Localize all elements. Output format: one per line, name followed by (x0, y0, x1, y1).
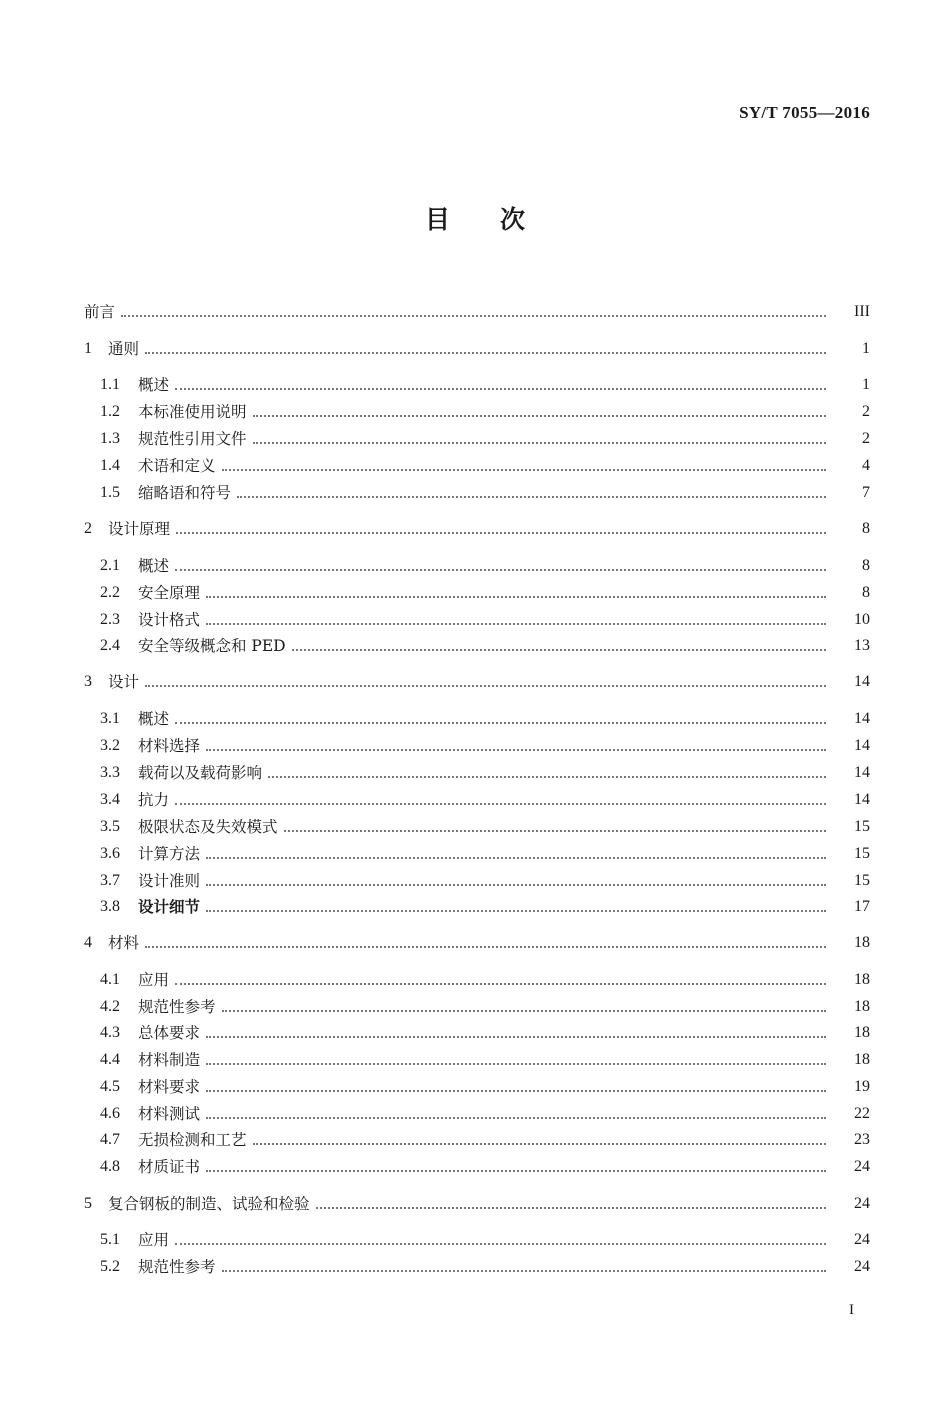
toc-entry-page: III (854, 303, 870, 320)
toc-chapter-entry[interactable] (0, 515, 950, 539)
toc-entry-title: 设计 (108, 673, 140, 691)
toc-entry-title: 概述 (138, 376, 170, 394)
toc-entry-title: 计算方法 (138, 845, 201, 863)
toc-entry-title: 复合钢板的制造、试验和检验 (108, 1195, 310, 1213)
toc-entry-number: 2.1 (100, 557, 120, 574)
toc-entry-title: 本标准使用说明 (138, 403, 247, 421)
toc-entry-title: 极限状态及失效模式 (138, 818, 278, 836)
toc-chapter-entry[interactable] (0, 929, 950, 953)
toc-leader-dots (206, 1063, 826, 1065)
toc-leader-dots (206, 1117, 826, 1119)
toc-entry-number: 1.2 (100, 403, 120, 420)
toc-section-entry[interactable] (0, 840, 950, 864)
toc-leader-dots (222, 1270, 826, 1272)
toc-entry-number: 2.2 (100, 584, 120, 601)
toc-section-entry[interactable] (0, 732, 950, 756)
toc-section-entry[interactable] (0, 1046, 950, 1070)
toc-section-entry[interactable] (0, 479, 950, 503)
toc-section-entry[interactable] (0, 759, 950, 783)
toc-section-entry[interactable] (0, 552, 950, 576)
toc-leader-dots (206, 749, 826, 751)
toc-entry-number: 3.1 (100, 710, 120, 727)
toc-entry-title: 材料选择 (138, 737, 201, 755)
toc-entry-title: 应用 (138, 971, 170, 989)
toc-chapter-entry[interactable] (0, 298, 950, 322)
toc-section-entry[interactable] (0, 993, 950, 1017)
toc-section-entry[interactable] (0, 1100, 950, 1124)
toc-section-entry[interactable] (0, 579, 950, 603)
toc-entry-page: 1 (862, 340, 870, 357)
toc-entry-number: 3.2 (100, 737, 120, 754)
toc-leader-dots (206, 1170, 826, 1172)
toc-entry-page: 2 (862, 403, 870, 420)
toc-entry-page: 17 (854, 898, 870, 915)
toc-leader-dots (253, 1143, 826, 1145)
toc-entry-title: 概述 (138, 710, 170, 728)
toc-entry-page: 19 (854, 1078, 870, 1095)
standard-code: SY/T 7055—2016 (739, 103, 870, 122)
toc-entry-title: 材料要求 (138, 1078, 201, 1096)
toc-section-entry[interactable] (0, 632, 950, 656)
toc-entry-number: 4 (84, 934, 92, 951)
toc-entry-page: 7 (862, 484, 870, 501)
toc-leader-dots (175, 722, 826, 724)
toc-entry-title: 总体要求 (138, 1024, 201, 1042)
toc-section-entry[interactable] (0, 1126, 950, 1150)
toc-leader-dots (206, 596, 826, 598)
toc-entry-title: 规范性参考 (138, 1258, 216, 1276)
toc-section-entry[interactable] (0, 452, 950, 476)
toc-entry-title: 设计格式 (138, 611, 201, 629)
toc-entry-page: 15 (854, 872, 870, 889)
toc-leader-dots (253, 415, 826, 417)
toc-section-entry[interactable] (0, 1226, 950, 1250)
toc-entry-number: 1.1 (100, 376, 120, 393)
toc-entry-title: 材料制造 (138, 1051, 201, 1069)
toc-leader-dots (253, 442, 826, 444)
toc-entry-number: 3.3 (100, 764, 120, 781)
toc-leader-dots (206, 884, 826, 886)
toc-entry-number: 2 (84, 520, 92, 537)
toc-entry-page: 24 (854, 1231, 870, 1248)
toc-entry-number: 1 (84, 340, 92, 357)
toc-entry-title: 设计准则 (138, 872, 201, 890)
toc-entry-title: 材质证书 (138, 1158, 201, 1176)
toc-leader-dots (222, 1010, 826, 1012)
toc-section-entry[interactable] (0, 1019, 950, 1043)
toc-chapter-entry[interactable] (0, 668, 950, 692)
toc-leader-dots (206, 1036, 826, 1038)
toc-entry-title: 应用 (138, 1231, 170, 1249)
toc-entry-page: 22 (854, 1105, 870, 1122)
toc-entry-number: 5.1 (100, 1231, 120, 1248)
toc-entry-page: 10 (854, 611, 870, 628)
toc-section-entry[interactable] (0, 425, 950, 449)
toc-entry-title: 设计原理 (108, 520, 171, 538)
toc-entry-number: 5 (84, 1195, 92, 1212)
toc-entry-title: 缩略语和符号 (138, 484, 232, 502)
toc-section-entry[interactable] (0, 786, 950, 810)
toc-entry-page: 18 (854, 934, 870, 951)
toc-entry-number: 4.6 (100, 1105, 120, 1122)
toc-entry-page: 1 (862, 376, 870, 393)
toc-leader-dots (284, 830, 826, 832)
toc-entry-page: 13 (854, 637, 870, 654)
toc-leader-dots (176, 532, 826, 534)
toc-leader-dots (237, 496, 826, 498)
toc-entry-page: 4 (862, 457, 870, 474)
toc-entry-number: 4.3 (100, 1024, 120, 1041)
toc-section-entry[interactable] (0, 966, 950, 990)
toc-entry-number: 4.8 (100, 1158, 120, 1175)
toc-entry-page: 18 (854, 1024, 870, 1041)
toc-leader-dots (175, 983, 826, 985)
toc-entry-page: 18 (854, 998, 870, 1015)
toc-leader-dots (292, 649, 826, 651)
toc-entry-title: 无损检测和工艺 (138, 1131, 247, 1149)
toc-entry-page: 18 (854, 1051, 870, 1068)
toc-leader-dots (206, 1090, 826, 1092)
toc-entry-page: 2 (862, 430, 870, 447)
toc-entry-page: 24 (854, 1195, 870, 1212)
toc-entry-title: 安全等级概念和 PED (138, 637, 286, 655)
toc-entry-title: 抗力 (138, 791, 170, 809)
toc-leader-dots (175, 1243, 826, 1245)
toc-entry-page: 15 (854, 845, 870, 862)
toc-section-entry[interactable] (0, 398, 950, 422)
toc-entry-title: 前言 (84, 303, 116, 321)
toc-chapter-entry[interactable] (0, 335, 950, 359)
toc-entry-page: 14 (854, 791, 870, 808)
toc-entry-number: 4.1 (100, 971, 120, 988)
toc-entry-page: 8 (862, 520, 870, 537)
toc-entry-title: 材料 (108, 934, 140, 952)
toc-entry-number: 4.2 (100, 998, 120, 1015)
toc-entry-page: 23 (854, 1131, 870, 1148)
toc-leader-dots (175, 803, 826, 805)
toc-chapter-entry[interactable] (0, 1190, 950, 1214)
toc-entry-number: 1.5 (100, 484, 120, 501)
toc-entry-number: 3.6 (100, 845, 120, 862)
toc-leader-dots (145, 352, 826, 354)
toc-entry-number: 1.3 (100, 430, 120, 447)
toc-section-entry[interactable] (0, 371, 950, 395)
title-char-1: 目 (424, 205, 450, 234)
toc-entry-number: 1.4 (100, 457, 120, 474)
toc-entry-title: 通则 (108, 340, 140, 358)
toc-section-entry[interactable] (0, 705, 950, 729)
toc-entry-page: 8 (862, 557, 870, 574)
toc-entry-number: 2.3 (100, 611, 120, 628)
toc-leader-dots (268, 776, 826, 778)
toc-entry-page: 18 (854, 971, 870, 988)
toc-entry-title: 设计细节 (138, 897, 201, 916)
toc-entry-page: 14 (854, 764, 870, 781)
toc-leader-dots (206, 623, 826, 625)
toc-entry-title: 材料测试 (138, 1105, 201, 1123)
toc-entry-title: 术语和定义 (138, 457, 216, 475)
toc-entry-page: 14 (854, 737, 870, 754)
toc-entry-title: 载荷以及载荷影响 (138, 764, 263, 782)
toc-leader-dots (175, 569, 826, 571)
toc-entry-page: 24 (854, 1258, 870, 1275)
toc-entry-page: 8 (862, 584, 870, 601)
toc-leader-dots (121, 315, 826, 317)
toc-section-entry[interactable] (0, 867, 950, 891)
toc-entry-page: 14 (854, 710, 870, 727)
title-char-2: 次 (500, 205, 526, 234)
toc-entry-page: 14 (854, 673, 870, 690)
toc-section-entry[interactable] (0, 1153, 950, 1177)
toc-leader-dots (316, 1207, 826, 1209)
toc-section-entry[interactable] (0, 1253, 950, 1277)
toc-entry-title: 规范性引用文件 (138, 430, 247, 448)
toc-entry-number: 3.4 (100, 791, 120, 808)
toc-entry-page: 24 (854, 1158, 870, 1175)
toc-entry-number: 4.7 (100, 1131, 120, 1148)
toc-leader-dots (145, 946, 826, 948)
toc-leader-dots (206, 910, 826, 912)
toc-leader-dots (222, 469, 826, 471)
toc-section-entry[interactable] (0, 893, 950, 917)
page-number: I (849, 1302, 854, 1318)
toc-section-entry[interactable] (0, 606, 950, 630)
toc-entry-number: 3.7 (100, 872, 120, 889)
toc-entry-title: 安全原理 (138, 584, 201, 602)
toc-entry-title: 概述 (138, 557, 170, 575)
toc-entry-number: 3.8 (100, 898, 120, 915)
toc-entry-number: 3.5 (100, 818, 120, 835)
toc-leader-dots (175, 388, 826, 390)
toc-entry-number: 3 (84, 673, 92, 690)
toc-entry-number: 4.4 (100, 1051, 120, 1068)
toc-entry-number: 5.2 (100, 1258, 120, 1275)
toc-leader-dots (145, 685, 826, 687)
toc-entry-number: 4.5 (100, 1078, 120, 1095)
toc-section-entry[interactable] (0, 1073, 950, 1097)
toc-entry-number: 2.4 (100, 637, 120, 654)
toc-section-entry[interactable] (0, 813, 950, 837)
toc-leader-dots (206, 857, 826, 859)
toc-entry-page: 15 (854, 818, 870, 835)
toc-entry-title: 规范性参考 (138, 998, 216, 1016)
